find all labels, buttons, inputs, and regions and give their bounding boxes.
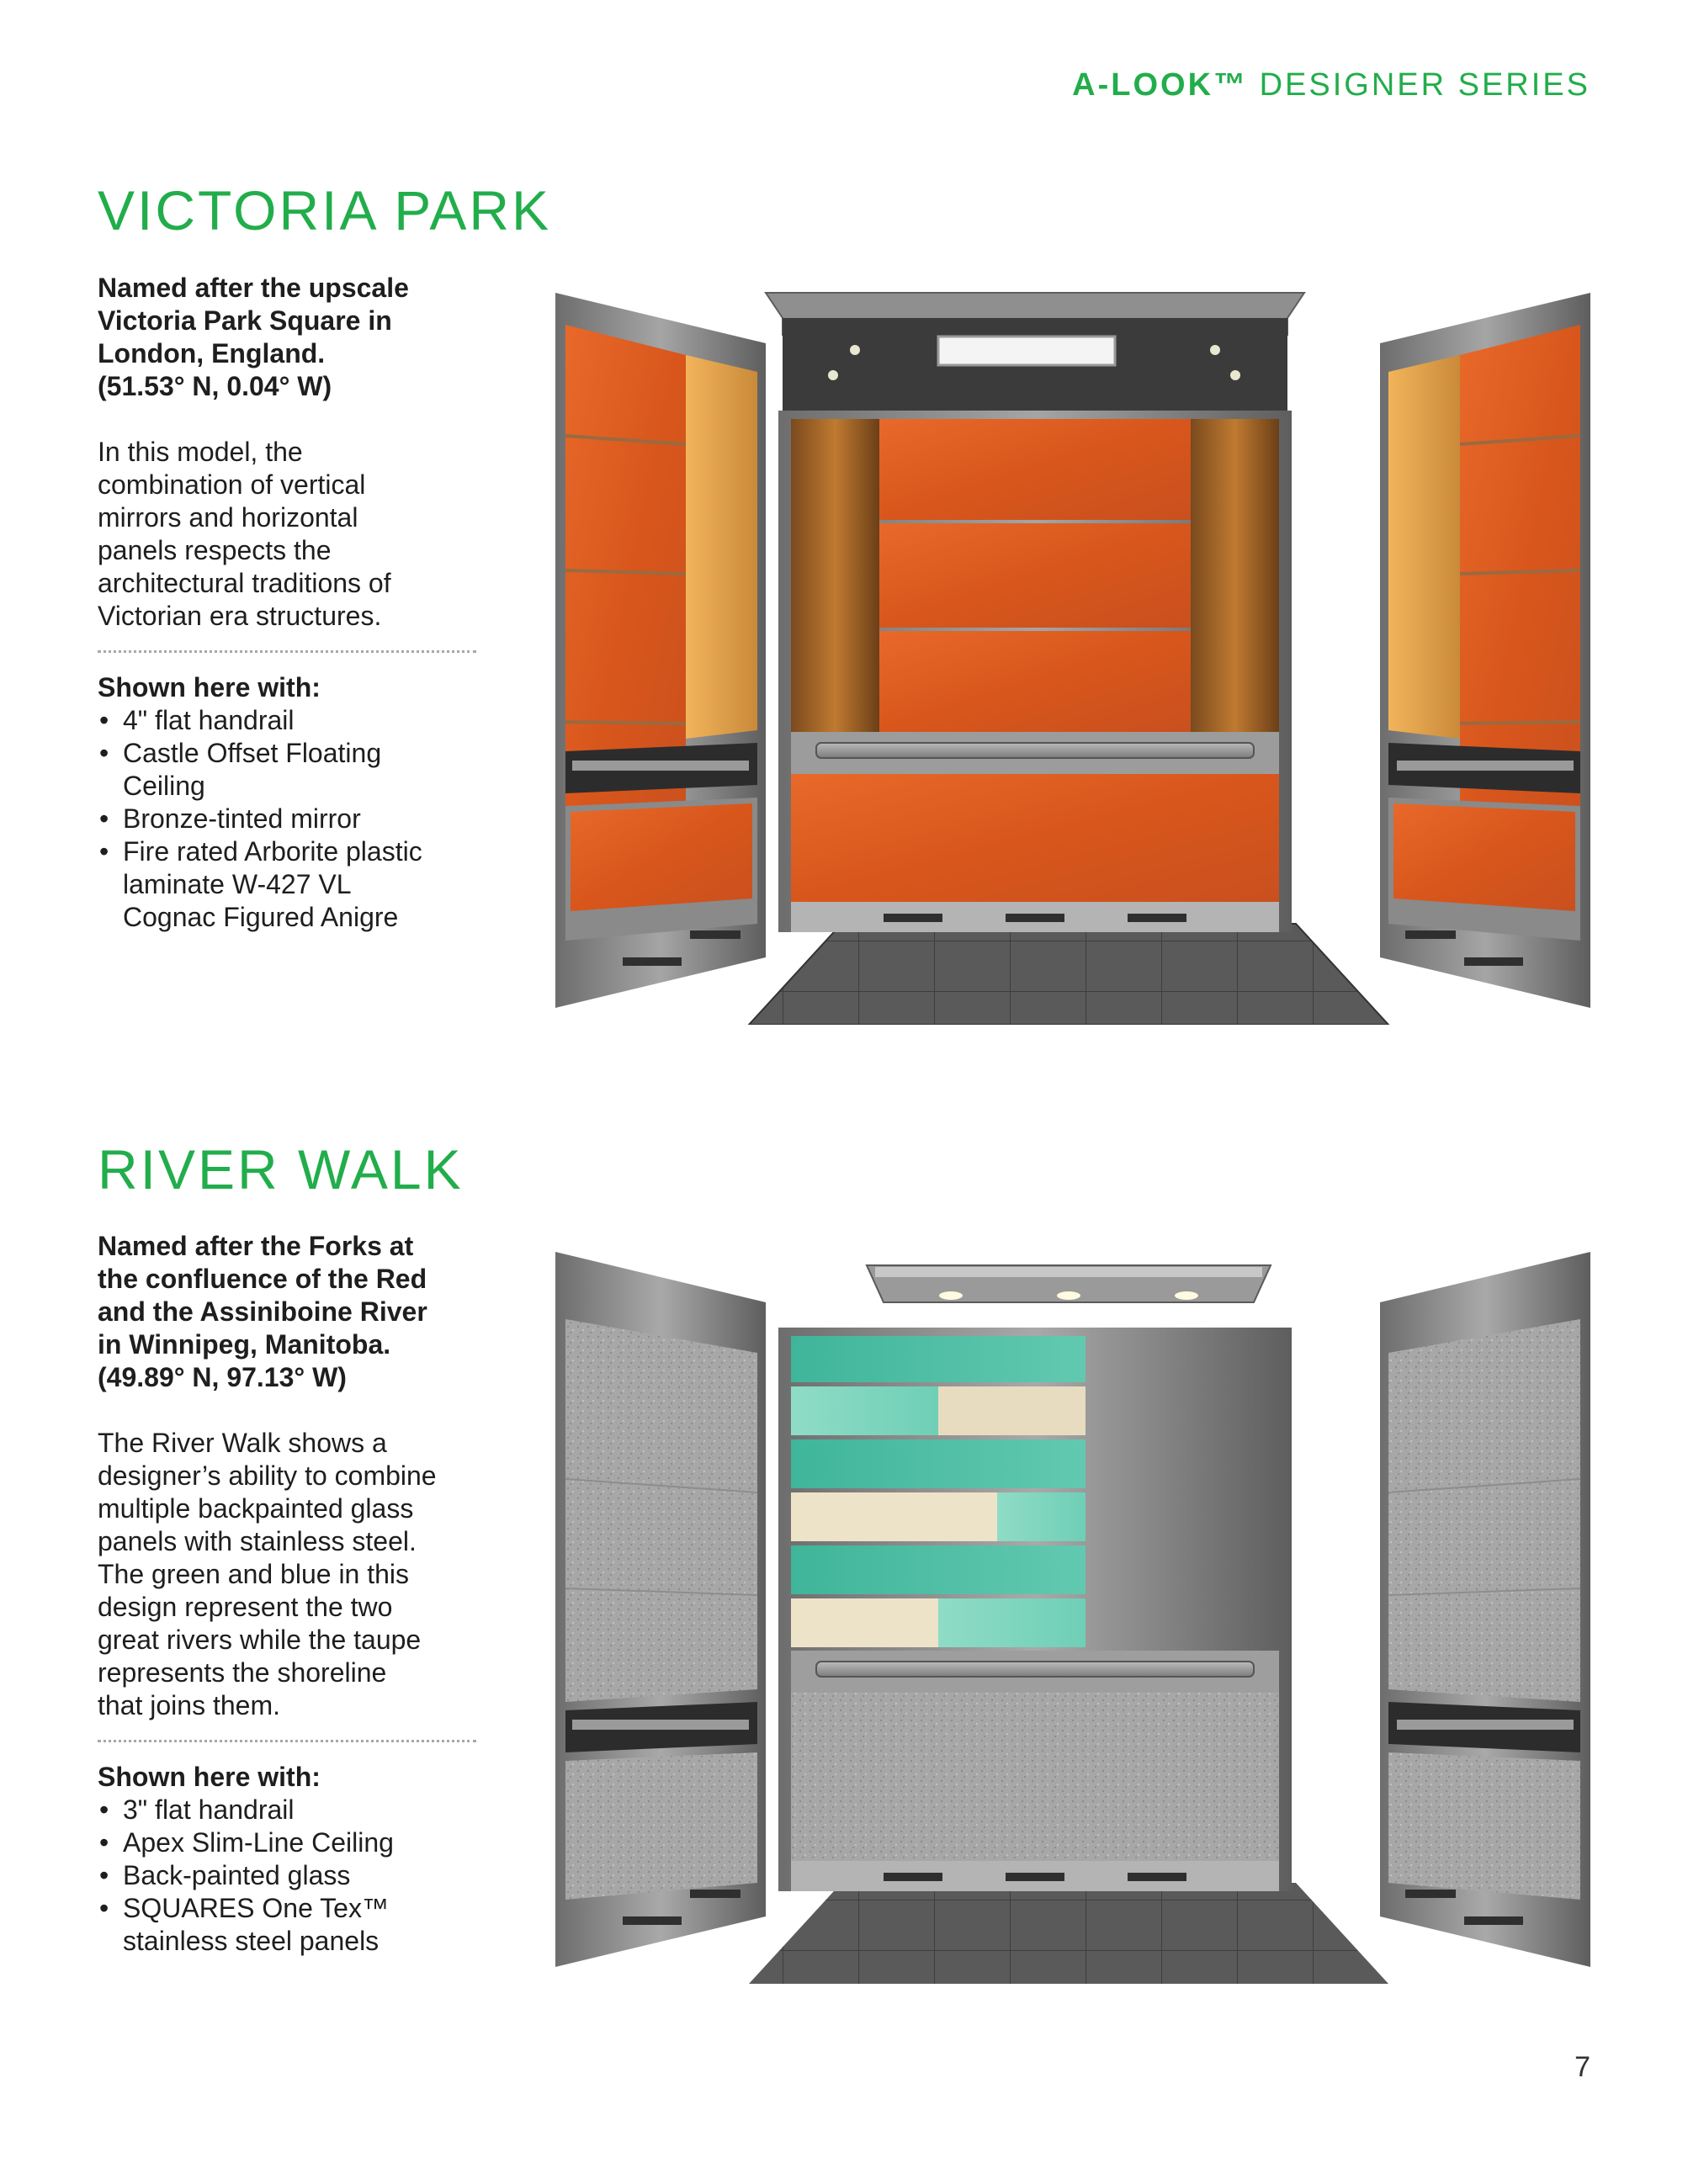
feature-list <box>98 704 476 934</box>
section-lead: Named after the Forks at the confluence of the Red and the Assiniboine River in Winnipeg, Manitoba. (49.89° N, 97.13° W) <box>98 1231 427 1392</box>
section-title-victoria-park: VICTORIA PARK <box>98 179 552 241</box>
series-name: DESIGNER SERIES <box>1259 67 1590 103</box>
list-item: • 4" flat handrail <box>98 704 476 737</box>
dotted-divider <box>98 650 476 653</box>
section-title-river-walk: RIVER WALK <box>98 1138 464 1201</box>
elevator-render-river-walk <box>555 1243 1590 1984</box>
list-item: • Castle Offset Floating Ceiling <box>98 737 476 803</box>
feature-list <box>98 1794 476 1958</box>
shown-here-with-label: Shown here with: <box>98 672 321 702</box>
list-item: • Apex Slim-Line Ceiling <box>98 1826 476 1859</box>
page-number: 7 <box>1574 2051 1590 2083</box>
section-text-river-walk <box>98 1230 476 1958</box>
section-description: The River Walk shows a designer’s ability to combine multiple backpainted glass panels with stainless steel. The green and blue in this design represent the two great rivers while the taupe represents the shoreline that joins them. <box>98 1428 437 1720</box>
section-description: In this model, the combination of vertical mirrors and horizontal panels respects the architectural traditions of Victorian era structures. <box>98 437 391 631</box>
brand-name: A-LOOK™ <box>1072 67 1249 103</box>
section-text-victoria-park <box>98 272 476 934</box>
list-item: • 3" flat handrail <box>98 1794 476 1826</box>
shown-here-with-label: Shown here with: <box>98 1762 321 1792</box>
section-lead: Named after the upscale Victoria Park Square in London, England. (51.53° N, 0.04° W) <box>98 273 409 401</box>
list-item: • Bronze-tinted mirror <box>98 803 476 835</box>
dotted-divider <box>98 1740 476 1742</box>
series-header <box>1072 67 1590 103</box>
elevator-render-victoria-park <box>555 284 1590 1025</box>
list-item: • Back-painted glass <box>98 1859 476 1892</box>
list-item: • SQUARES One Tex™ stainless steel panels <box>98 1892 476 1958</box>
list-item: • Fire rated Arborite plastic laminate W-427 VL Cognac Figured Anigre <box>98 835 476 934</box>
